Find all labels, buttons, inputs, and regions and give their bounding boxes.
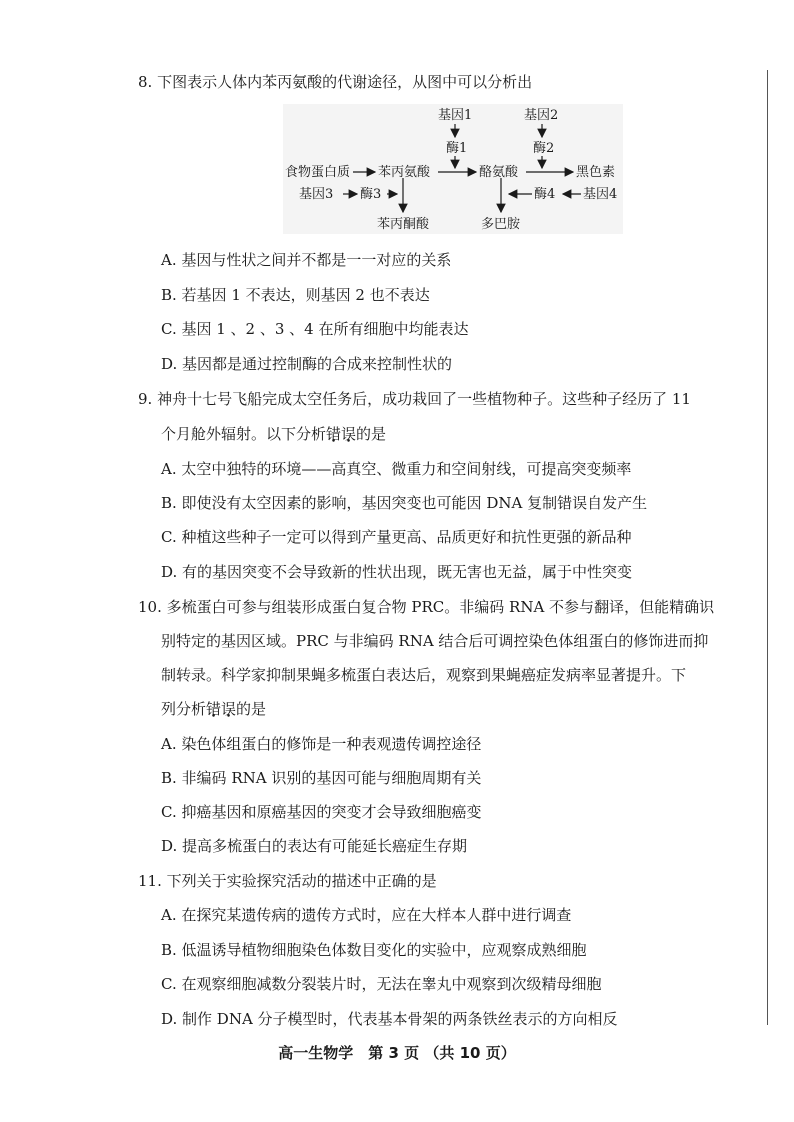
question-8-stem: 8. 下图表示人体内苯丙氨酸的代谢途径，从图中可以分析出: [138, 73, 533, 91]
gene4-label: 基因4: [583, 187, 618, 202]
enzyme3-label: 酶3: [360, 187, 382, 202]
q8-option-a: A. 基因与性状之间并不都是一一对应的关系: [161, 251, 452, 269]
margin-rule: [767, 70, 768, 1025]
emphasis-char: 错: [326, 425, 342, 443]
q9-option-a: A. 太空中独特的环境——高真空、微重力和空间射线，可提高突变频率: [161, 460, 632, 478]
q11-option-b: B. 低温诱导植物细胞染色体数目变化的实验中，应观察成熟细胞: [161, 941, 587, 959]
q9-option-c: C. 种植这些种子一定可以得到产量更高、品质更好和抗性更强的新品种: [161, 528, 632, 546]
metabolism-diagram: [283, 104, 623, 234]
enzyme2-label: 酶2: [533, 141, 555, 156]
enzyme1-label: 酶1: [446, 141, 468, 156]
gene1-label: 基因1: [438, 108, 473, 123]
phe-label: 苯丙氨酸: [378, 165, 431, 180]
q9-option-d: D. 有的基因突变不会导致新的性状出现，既无害也无益，属于中性突变: [161, 563, 633, 581]
emphasis-char: 误: [341, 425, 357, 443]
q8-option-b: B. 若基因 1 不表达，则基因 2 也不表达: [161, 286, 430, 304]
q8-option-c: C. 基因 1 、2 、3 、4 在所有细胞中均能表达: [161, 320, 469, 338]
question-10-stem-line3: 制转录。科学家抑制果蝇多梳蛋白表达后，观察到果蝇癌症发病率显著提升。下: [161, 666, 687, 684]
page-footer: 高一生物学 第 3 页 （共 10 页）: [278, 1044, 516, 1062]
tyr-label: 酪氨酸: [479, 165, 519, 180]
q11-option-c: C. 在观察细胞减数分裂装片时，无法在睾丸中观察到次级精母细胞: [161, 975, 602, 993]
question-10-stem-line4: 列分析错误的是: [161, 700, 267, 718]
question-9-stem: 9. 神舟十七号飞船完成太空任务后，成功栽回了一些植物种子。这些种子经历了 11: [138, 390, 691, 408]
emphasis-char: 错: [206, 700, 222, 718]
q8-option-d: D. 基因都是通过控制酶的合成来控制性状的: [161, 355, 453, 373]
question-11-stem: 11. 下列关于实验探究活动的描述中正确的是: [138, 872, 437, 890]
gene2-label: 基因2: [524, 108, 559, 123]
food-protein-label: 食物蛋白质: [285, 165, 351, 180]
q10-option-a: A. 染色体组蛋白的修饰是一种表观遗传调控途径: [161, 735, 482, 753]
dopamine-label: 多巴胺: [481, 217, 521, 232]
question-9-stem-line2: 个月舱外辐射。以下分析错误的是: [161, 425, 387, 443]
gene3-label: 基因3: [299, 187, 334, 202]
ppa-label: 苯丙酮酸: [377, 217, 430, 232]
melanin-label: 黑色素: [576, 165, 616, 180]
q11-option-a: A. 在探究某遗传病的遗传方式时，应在大样本人群中进行调查: [161, 906, 572, 924]
q10-option-b: B. 非编码 RNA 识别的基因可能与细胞周期有关: [161, 769, 482, 787]
q11-option-d: D. 制作 DNA 分子模型时，代表基本骨架的两条铁丝表示的方向相反: [161, 1010, 618, 1028]
q9-option-b: B. 即使没有太空因素的影响，基因突变也可能因 DNA 复制错误自发产生: [161, 494, 648, 512]
enzyme4-label: 酶4: [534, 187, 556, 202]
q10-option-c: C. 抑癌基因和原癌基因的突变才会导致细胞癌变: [161, 803, 482, 821]
question-10-stem: 10. 多梳蛋白可参与组装形成蛋白复合物 PRC。非编码 RNA 不参与翻译，但能精确识: [138, 598, 715, 616]
q10-option-d: D. 提高多梳蛋白的表达有可能延长癌症生存期: [161, 837, 468, 855]
emphasis-char: 误: [221, 700, 237, 718]
question-10-stem-line2: 别特定的基因区域。PRC 与非编码 RNA 结合后可调控染色体组蛋白的修饰进而抑: [161, 632, 709, 650]
